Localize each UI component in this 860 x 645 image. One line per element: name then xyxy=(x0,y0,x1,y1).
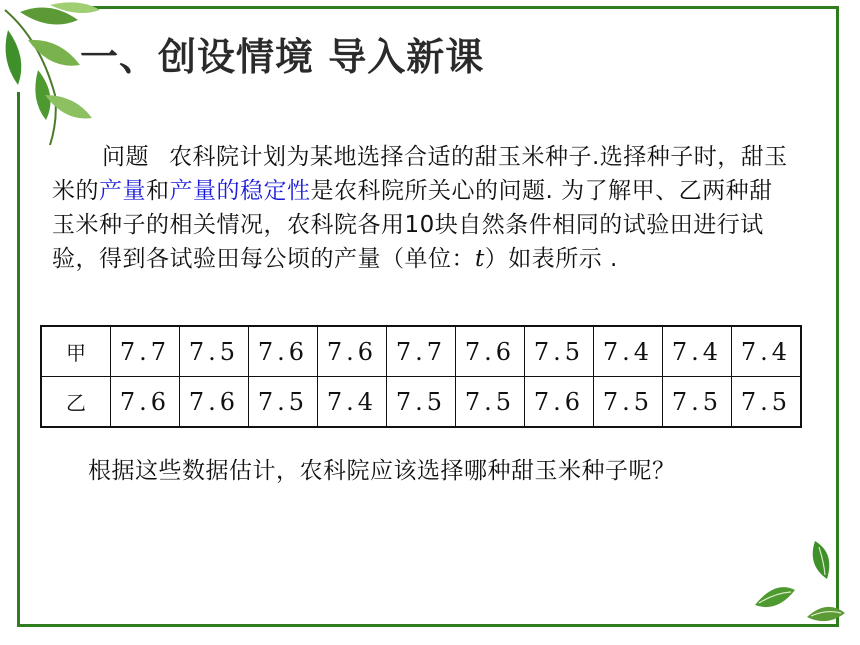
table-cell: 7.6 xyxy=(180,377,249,428)
table-cell: 7.6 xyxy=(111,377,180,428)
table-cell: 7.4 xyxy=(594,326,663,377)
problem-connector: 和 xyxy=(146,178,170,204)
table-cell: 7.6 xyxy=(249,326,318,377)
yield-table xyxy=(40,325,802,428)
leaves-icon xyxy=(745,535,855,635)
table-cell: 7.6 xyxy=(456,326,525,377)
table-cell: 7.5 xyxy=(387,377,456,428)
frame-left-border xyxy=(17,92,20,627)
frame-right-border xyxy=(836,6,839,625)
table-cell: 7.6 xyxy=(525,377,594,428)
row-label-jia: 甲 xyxy=(41,326,111,377)
problem-text-part1: 农科院计划为某地选择合适的甜玉米种子.选择种子时，甜玉米的 xyxy=(52,144,788,204)
table-cell: 7.7 xyxy=(387,326,456,377)
highlight-yield-stability: 产量的稳定性 xyxy=(169,178,311,204)
table-cell: 7.5 xyxy=(180,326,249,377)
unit-symbol: t xyxy=(475,246,485,272)
problem-text-part2: 是农科院所关心的问题. 为了解甲、乙两种甜玉米种子的相关情况，农科院各用10块自然条件相同的试验田进行试验，得到各试验田每公顷的产量（单位： xyxy=(52,178,773,272)
table-row-yi xyxy=(41,377,801,428)
question-text: 根据这些数据估计，农科院应该选择哪种甜玉米种子呢？ xyxy=(88,458,676,484)
table-cell: 7.7 xyxy=(111,326,180,377)
table-cell: 7.6 xyxy=(318,326,387,377)
highlight-yield: 产量 xyxy=(99,178,146,204)
frame-top-border xyxy=(84,6,839,9)
table-row-jia xyxy=(41,326,801,377)
table-cell: 7.5 xyxy=(663,377,732,428)
table-cell: 7.5 xyxy=(249,377,318,428)
page-title: 一、创设情境 导入新课 xyxy=(80,35,485,79)
table-cell: 7.5 xyxy=(525,326,594,377)
problem-label: 问题 xyxy=(102,144,149,170)
problem-paragraph xyxy=(52,140,792,276)
frame-bottom-border xyxy=(17,624,839,627)
row-label-yi: 乙 xyxy=(41,377,111,428)
table-cell: 7.4 xyxy=(732,326,802,377)
table-cell: 7.4 xyxy=(663,326,732,377)
table-cell: 7.5 xyxy=(594,377,663,428)
table-cell: 7.5 xyxy=(456,377,525,428)
problem-text-part3: ）如表所示 . xyxy=(484,246,618,272)
table-cell: 7.5 xyxy=(732,377,802,428)
table-cell: 7.4 xyxy=(318,377,387,428)
